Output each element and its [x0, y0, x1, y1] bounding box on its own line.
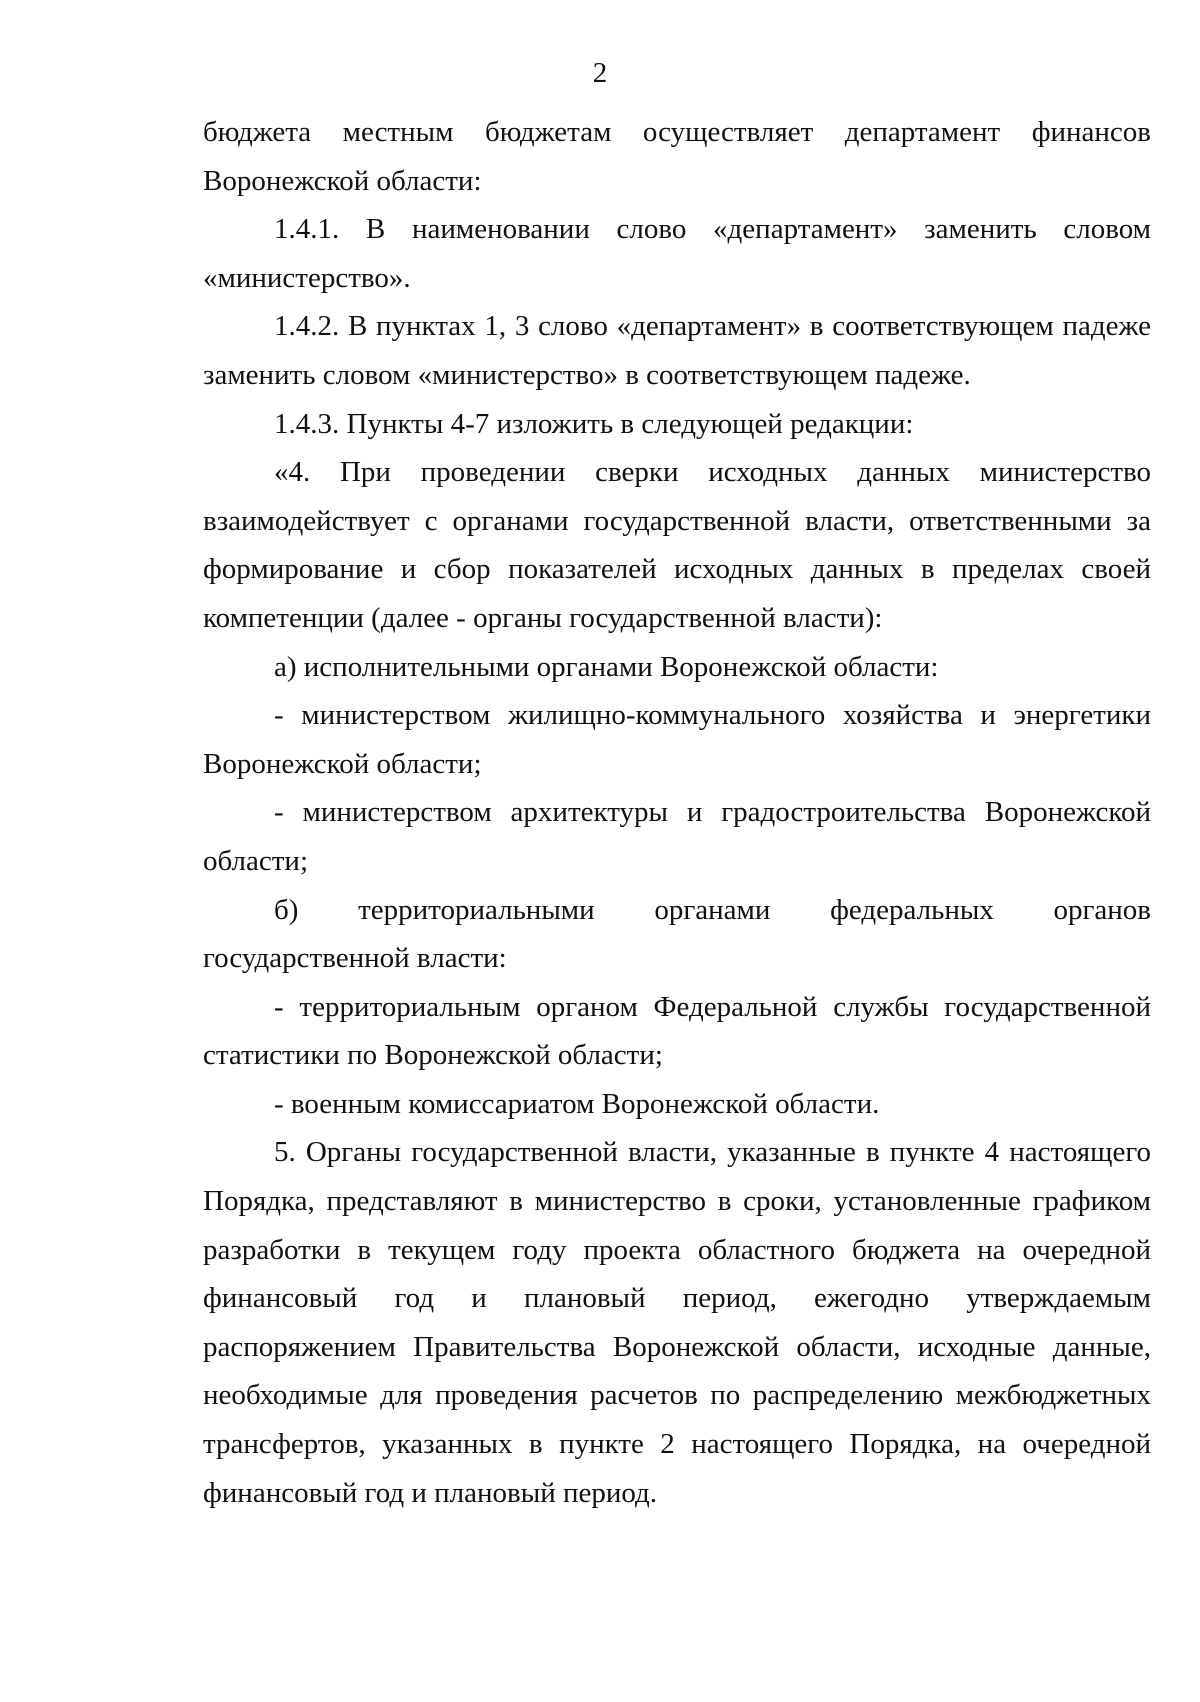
paragraph-1-4-2: 1.4.2. В пунктах 1, 3 слово «департамент» в соответствующем падеже заменить словом «министерство» в соответствующем падеже.: [203, 310, 1151, 391]
paragraph-item-4-a: а) исполнительными органами Воронежской области:: [274, 650, 939, 683]
list-item-ministry-architecture: - министерством архитектуры и градостроительства Воронежской области;: [203, 796, 1151, 877]
page-number: 2: [592, 57, 608, 89]
paragraph-1-4-3: 1.4.3. Пункты 4-7 изложить в следующей редакции:: [274, 407, 914, 440]
paragraph-item-4-b: б) территориальными органами федеральных органов государственной власти:: [203, 893, 1151, 975]
paragraph-continuation: бюджета местным бюджетам осуществляет департамент финансов Воронежской области:: [203, 116, 1151, 197]
list-item-military-commissariat: - военным комиссариатом Воронежской области.: [274, 1087, 880, 1120]
paragraph-1-4-1: 1.4.1. В наименовании слово «департамент» заменить словом «министерство».: [203, 213, 1151, 294]
list-item-ministry-housing: - министерством жилищно-коммунального хозяйства и энергетики Воронежской области;: [203, 699, 1151, 780]
paragraph-item-4: «4. При проведении сверки исходных данных министерство взаимодействует с органами государственной власти, ответственными за формирование и сбор показателей исходных данных в пределах своей компетенции (далее - органы государственной власти):: [203, 456, 1151, 634]
list-item-statistics-service: - территориальным органом Федеральной службы государственной статистики по Воронежской области;: [203, 990, 1151, 1072]
document-body: [203, 108, 1151, 1517]
paragraph-item-5: 5. Органы государственной власти, указанные в пункте 4 настоящего Порядка, представляют в министерство в сроки, установленные графиком разработки в текущем году проекта областного бюджета на очередной финансовый год и плановый период, ежегодно утверждаемым распоряжением Правительства Воронежской области, исходные данные, необходимые для проведения расчетов по распределению межбюджетных трансфертов, указанных в пункте 2 настоящего Порядка, на очередной финансовый год и плановый период.: [203, 1136, 1151, 1509]
